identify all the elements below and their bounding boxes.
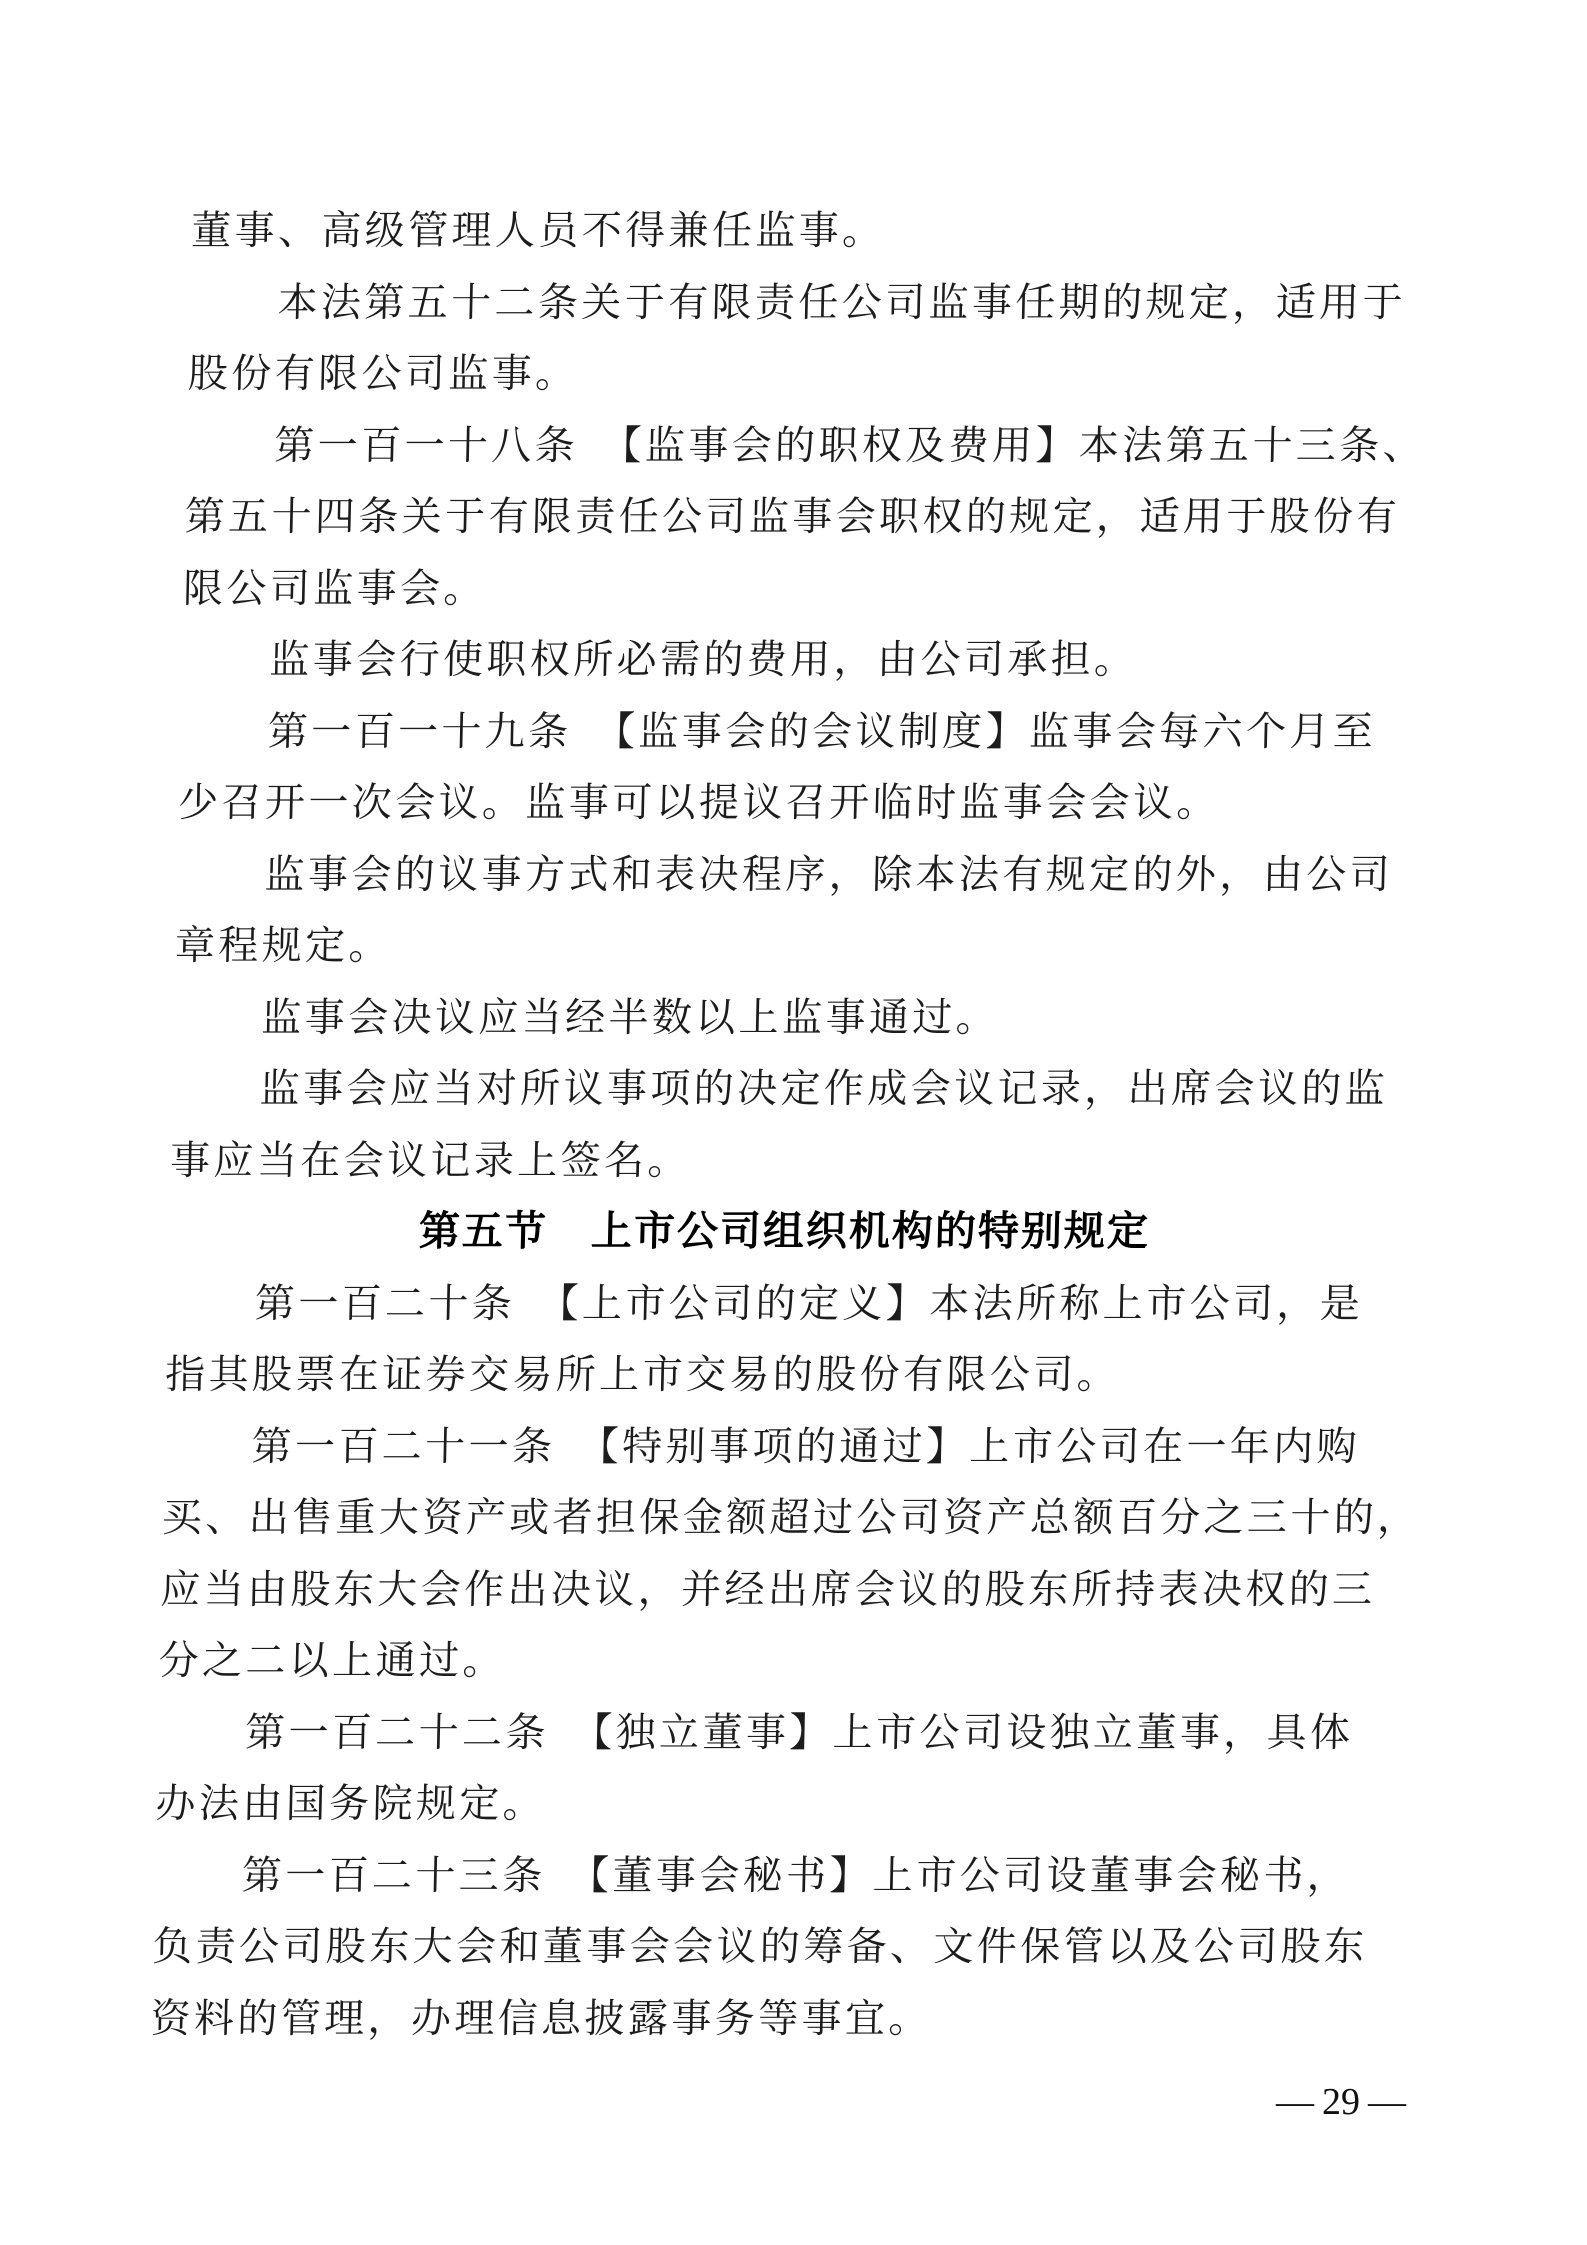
document-text-block: [150, 195, 1427, 2054]
text-line-13: 监事会应当对所议事项的决定作成会议记录，出席会议的监: [259, 1066, 1389, 1111]
text-line-10: 监事会的议事方式和表决程序，除本法有规定的外，由公司: [264, 851, 1394, 897]
text-line-18: 第一百二十一条 【特别事项的通过】上市公司在一年内购: [251, 1423, 1361, 1469]
footer-left-dash: —: [1276, 2081, 1314, 2123]
page-footer: [1256, 2080, 1406, 2124]
text-line-16: 第一百二十条 【上市公司的定义】本法所称上市公司，是: [254, 1280, 1364, 1326]
text-line-24: 第一百二十三条 【董事会秘书】上市公司设董事会秘书，: [241, 1852, 1351, 1898]
text-line-17: 指其股票在证券交易所上市交易的股份有限公司。: [164, 1352, 1121, 1397]
text-line-20: 应当由股东大会作出决议，并经出席会议的股东所持表决权的三: [159, 1566, 1377, 1612]
text-line-14: 事应当在会议记录上签名。: [169, 1137, 692, 1183]
text-line-21: 分之二以上通过。: [158, 1638, 507, 1683]
text-line-19: 买、出售重大资产或者担保金额超过公司资产总额百分之三十的，: [161, 1495, 1422, 1540]
text-line-25: 负责公司股东大会和董事会会议的筹备、文件保管以及公司股东: [151, 1924, 1368, 1969]
text-line-26: 资料的管理，办理信息披露事务等事宜。: [150, 1995, 933, 2041]
text-line-11: 章程规定。: [174, 923, 393, 968]
text-line-7: 监事会行使职权所必需的费用，由公司承担。: [268, 637, 1138, 682]
text-line-6: 限公司监事会。: [182, 565, 488, 611]
text-line-3: 股份有限公司监事。: [187, 351, 580, 396]
text-line-1: 董事、高级管理人员不得兼任监事。: [190, 208, 887, 253]
text-line-12: 监事会决议应当经半数以上监事通过。: [260, 994, 1000, 1040]
text-line-9: 少召开一次会议。监事可以提议召开临时监事会会议。: [177, 780, 1221, 825]
text-line-23: 办法由国务院规定。: [154, 1781, 547, 1826]
footer-right-dash: —: [1368, 2081, 1406, 2123]
text-line-22: 第一百二十二条 【独立董事】上市公司设独立董事，具体: [244, 1709, 1355, 1755]
text-line-8: 第一百一十九条 【监事会的会议制度】监事会每六个月至: [267, 708, 1377, 754]
text-line-5: 第五十四条关于有限责任公司监事会职权的规定，适用于股份有: [184, 494, 1401, 539]
text-line-4: 第一百一十八条 【监事会的职权及费用】本法第五十三条、: [273, 422, 1427, 468]
page-number: 29: [1322, 2081, 1360, 2123]
text-line-2: 本法第五十二条关于有限责任公司监事任期的规定，适用于: [277, 279, 1407, 325]
section-heading: 第五节 上市公司组织机构的特别规定: [418, 1208, 1151, 1254]
